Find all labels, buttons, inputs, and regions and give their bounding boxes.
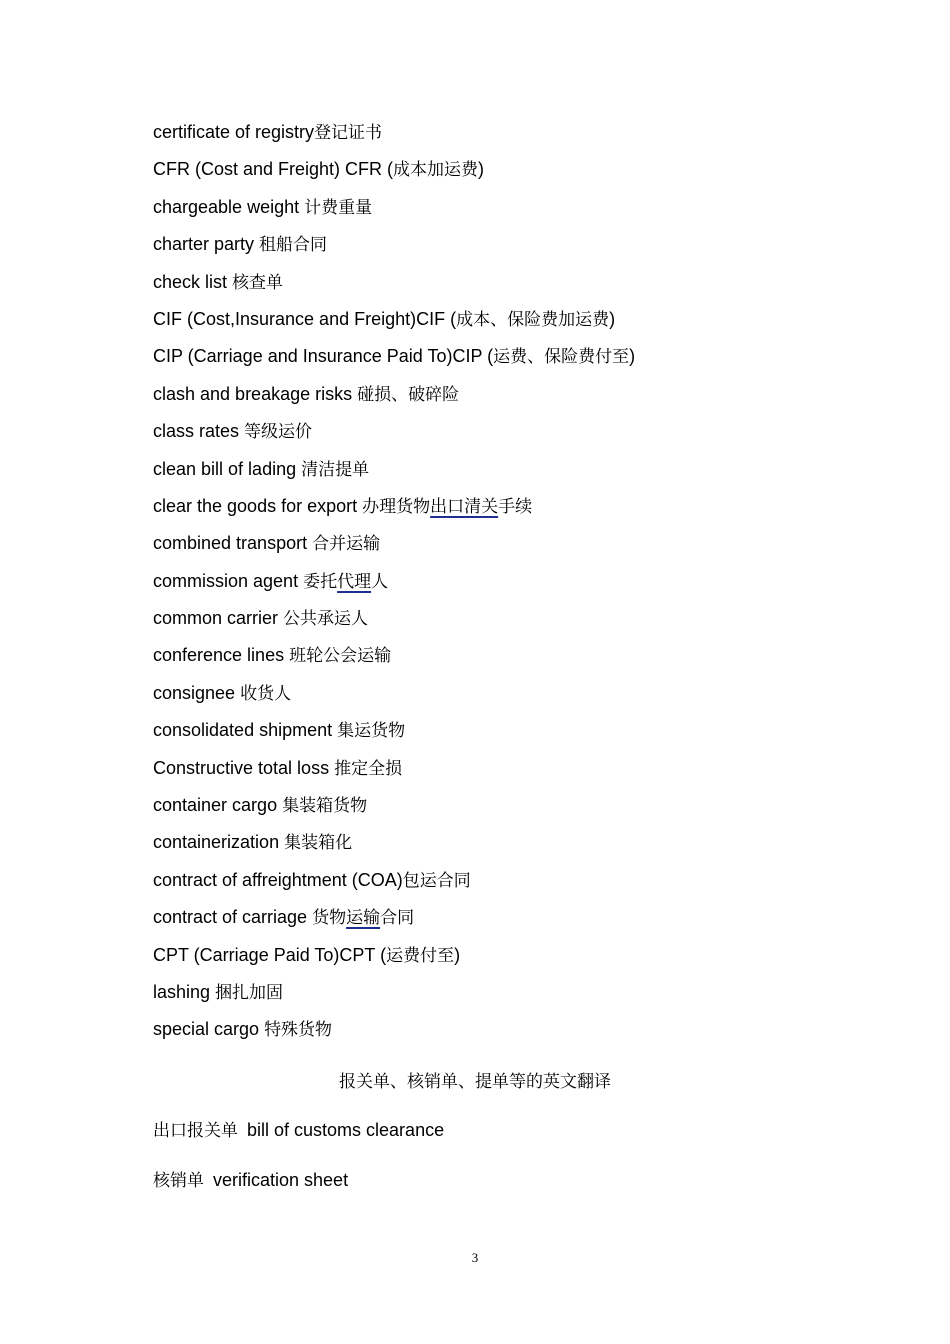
- term-english: CIF (Cost,Insurance and Freight)CIF (: [153, 308, 457, 329]
- glossary-entry: [153, 754, 635, 791]
- glossary-entry: [153, 903, 635, 940]
- term-english: chargeable weight: [153, 196, 305, 217]
- glossary-entry: [153, 679, 635, 716]
- glossary-entry: [153, 828, 635, 865]
- term-english: special cargo: [153, 1019, 265, 1040]
- term-english: consolidated shipment: [153, 720, 338, 741]
- term-english: contract of affreightment (COA): [153, 869, 403, 890]
- section-heading: 报关单、核销单、提单等的英文翻译: [339, 1072, 611, 1092]
- glossary-entry: [153, 1015, 635, 1052]
- term-chinese-suffix: ): [629, 346, 636, 367]
- document-entry: [153, 1116, 444, 1166]
- document-english: bill of customs clearance: [247, 1120, 445, 1140]
- term-english: Constructive total loss: [153, 757, 335, 778]
- term-chinese: 班轮公会运输: [289, 646, 392, 667]
- term-chinese: 清洁提单: [301, 459, 370, 480]
- term-chinese: 核查单: [232, 272, 284, 293]
- term-english: clash and breakage risks: [153, 383, 358, 404]
- term-chinese-suffix: 合同: [380, 908, 415, 929]
- glossary-entry: [153, 455, 635, 492]
- term-chinese: 运费、保险费付至: [493, 347, 630, 368]
- term-chinese: 公共承运人: [283, 609, 369, 630]
- term-chinese: 捆扎加固: [215, 982, 284, 1003]
- glossary-entry: [153, 641, 635, 678]
- term-chinese: 集运货物: [337, 721, 406, 742]
- term-chinese: 运费付至: [386, 945, 455, 966]
- term-chinese: 集装箱化: [284, 833, 353, 854]
- term-chinese-link[interactable]: 代理: [337, 571, 372, 592]
- glossary-entry: [153, 716, 635, 753]
- glossary-entry: [153, 567, 635, 604]
- term-english: check list: [153, 271, 233, 292]
- glossary-entry: [153, 268, 635, 305]
- term-chinese: 收货人: [240, 683, 292, 704]
- term-chinese: 等级运价: [244, 422, 313, 443]
- glossary-entry: [153, 604, 635, 641]
- term-chinese: 合并运输: [312, 534, 381, 555]
- glossary-entry: [153, 492, 635, 529]
- term-chinese: 特殊货物: [264, 1020, 333, 1041]
- term-chinese: 计费重量: [304, 197, 373, 218]
- term-english: commission agent: [153, 570, 304, 591]
- term-english: contract of carriage: [153, 907, 313, 928]
- term-english: containerization: [153, 832, 285, 853]
- document-chinese: 出口报关单: [153, 1121, 238, 1141]
- term-english: clean bill of lading: [153, 458, 302, 479]
- term-english: common carrier: [153, 608, 284, 629]
- term-chinese: 办理货物: [362, 496, 431, 517]
- page-number: 3: [471, 1250, 479, 1265]
- glossary-entry: [153, 305, 635, 342]
- glossary-entry: [153, 978, 635, 1015]
- glossary-entry: [153, 791, 635, 828]
- term-chinese: 成本、保险费加运费: [456, 309, 610, 330]
- term-english: CIP (Carriage and Insurance Paid To)CIP (: [153, 346, 494, 367]
- term-english: lashing: [153, 981, 216, 1002]
- term-english: consignee: [153, 682, 241, 703]
- term-chinese: 集装箱货物: [282, 796, 368, 817]
- glossary-list: [153, 118, 635, 1053]
- term-english: combined transport: [153, 533, 313, 554]
- glossary-entry: [153, 380, 635, 417]
- term-chinese-suffix: 人: [371, 571, 389, 592]
- glossary-entry: [153, 230, 635, 267]
- glossary-entry: [153, 941, 635, 978]
- glossary-entry: [153, 866, 635, 903]
- document-entry: [153, 1166, 444, 1216]
- term-english: CPT (Carriage Paid To)CPT (: [153, 944, 387, 965]
- term-english: class rates: [153, 421, 245, 442]
- term-chinese: 货物: [312, 908, 347, 929]
- term-chinese: 登记证书: [314, 123, 383, 143]
- term-chinese: 推定全损: [334, 758, 403, 779]
- term-chinese-suffix: ): [454, 944, 461, 965]
- term-english: charter party: [153, 234, 260, 255]
- glossary-entry: [153, 118, 635, 155]
- term-chinese-suffix: ): [609, 308, 616, 329]
- document-english: verification sheet: [213, 1170, 349, 1190]
- term-english: container cargo: [153, 795, 283, 816]
- term-chinese: 成本加运费: [393, 160, 479, 181]
- glossary-entry: [153, 155, 635, 192]
- term-english: conference lines: [153, 645, 290, 666]
- glossary-entry: [153, 417, 635, 454]
- term-chinese-suffix: 手续: [498, 496, 533, 517]
- term-chinese: 委托: [303, 571, 338, 592]
- glossary-entry: [153, 193, 635, 230]
- term-chinese-link[interactable]: 出口清关: [430, 496, 499, 517]
- glossary-entry: [153, 529, 635, 566]
- document-translation-list: [153, 1116, 444, 1216]
- term-chinese: 碰损、破碎险: [357, 384, 460, 405]
- term-chinese: 包运合同: [402, 870, 471, 891]
- term-chinese: 租船合同: [259, 235, 328, 256]
- term-english: certificate of registry: [153, 122, 315, 142]
- term-english: CFR (Cost and Freight) CFR (: [153, 159, 394, 180]
- glossary-entry: [153, 342, 635, 379]
- document-chinese: 核销单: [153, 1171, 204, 1191]
- term-english: clear the goods for export: [153, 495, 363, 516]
- term-chinese-suffix: ): [478, 159, 485, 180]
- term-chinese-link[interactable]: 运输: [346, 908, 381, 929]
